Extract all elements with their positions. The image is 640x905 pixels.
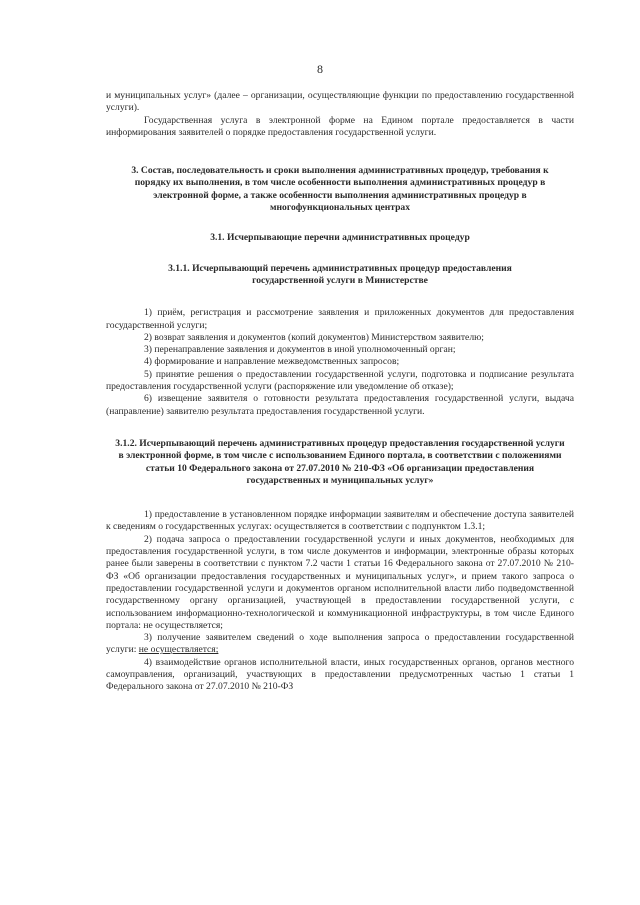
list-item: [106, 632, 574, 657]
section-3-heading: 3. Состав, последовательность и сроки выполнения административных процедур, требования к порядку их выполнения, в том числе особенности выполнения административных процедур в электронной форме, а также особенности выполнения административных процедур в многофункциональных центрах: [131, 165, 549, 214]
list-item: 1) предоставление в установленном порядке информации заявителям и обеспечение доступа заявителей к сведениям о государственных услугах: осуществляется в соответствии с подпунктом 1.3.1;: [106, 509, 574, 533]
paragraph-electronic-form: Государственная услуга в электронной форме на Едином портале предоставляется в части информирования заявителей о порядке предоставления государственной услуги.: [106, 114, 574, 138]
list-item: 6) извещение заявителя о готовности результата предоставления государственной услуги, выдача (направление) заявителю результата предоставления государственной услуги.: [106, 393, 574, 417]
paragraph-continuation: и муниципальных услуг» (далее – организации, осуществляющие функции по предоставлению государственной услуги).: [106, 90, 574, 114]
section-3-1-heading: 3.1. Исчерпывающие перечни административных процедур: [210, 232, 470, 244]
list-item: 4) взаимодействие органов исполнительной власти, иных государственных органов, органов местного самоуправления, организаций, участвующих в предоставлении предусмотренных частью 1 статьи 1 Федерального закона от 27.07.2010 № 210-ФЗ: [106, 656, 574, 693]
document-body: [106, 90, 574, 694]
list-item-text: 3) получение заявителем сведений о ходе выполнения запроса о предоставлении государственной услуги:: [106, 632, 574, 656]
list-item: 2) возврат заявления и документов (копий документов) Министерством заявителю;: [144, 331, 484, 343]
section-3-1-2-heading: 3.1.2. Исчерпывающий перечень административных процедур предоставления государственной услуги в электронной форме, в том числе с использованием Единого портала, в соответствии с положениями статьи 10 Федерального закона от 27.07.2010 № 210-ФЗ «Об организации предоставления государственных и муниципальных услуг»: [115, 437, 565, 486]
list-3-1-2: [106, 509, 574, 693]
list-item: 1) приём, регистрация и рассмотрение заявления и приложенных документов для предоставления государственной услуги;: [106, 307, 574, 331]
underlined-text: не осуществляется;: [138, 644, 219, 656]
page-number: 8: [317, 62, 323, 76]
list-item: 5) принятие решения о предоставлении государственной услуги, подготовка и подписание результата предоставления государственной услуги (распоряжение или уведомление об отказе);: [106, 368, 574, 393]
list-item: 2) подача запроса о предоставлении государственной услуги и иных документов, необходимых для предоставления государственной услуги, в том числе документов и информации, электронные образы которых ранее были заверены в соответствии с пунктом 7.2 части 1 статьи 16 Федерального закона от 27.07.2010 № 210-ФЗ «Об организации предоставления государственных и муниципальных услуг», и прием такого запроса о предоставлении государственной услуги и документов органом исполнительной власти либо подведомственной государственному органу организацией, участвующей в предоставлении государственной услуги, с использованием информационно-технологической и коммуникационной инфраструктуры, в том числе Единого портала: не осуществляется;: [106, 533, 574, 631]
list-item: 3) перенаправление заявления и документов в иной уполномоченный орган;: [144, 344, 456, 356]
list-item: 4) формирование и направление межведомственных запросов;: [144, 356, 400, 368]
list-3-1-1: [106, 307, 574, 418]
section-3-1-1-heading: 3.1.1. Исчерпывающий перечень административных процедур предоставления государственной услуги в Министерстве: [168, 262, 512, 286]
